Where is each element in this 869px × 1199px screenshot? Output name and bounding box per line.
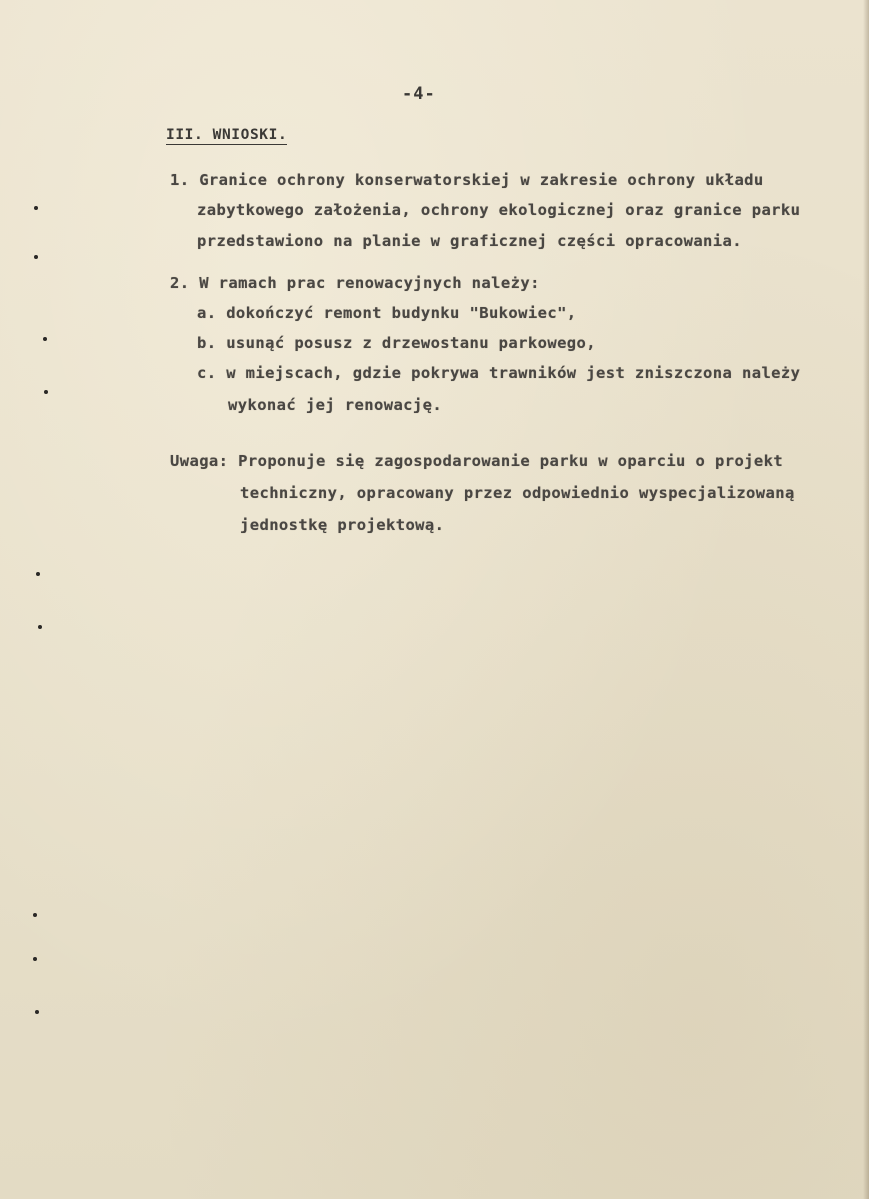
note-line1: Uwaga: Proponuje się zagospodarowanie parku w oparciu o projekt [170, 452, 784, 470]
punch-hole-mark [36, 572, 40, 576]
punch-hole-mark [34, 255, 38, 259]
punch-hole-mark [43, 337, 47, 341]
page-number: -4- [402, 84, 436, 104]
punch-hole-mark [35, 1010, 39, 1014]
point1-line2: zabytkowego założenia, ochrony ekologicznej oraz granice parku [197, 201, 801, 219]
point2-intro: 2. W ramach prac renowacyjnych należy: [170, 274, 540, 292]
point2-item-b: b. usunąć posusz z drzewostanu parkowego, [197, 334, 597, 352]
point1-line3: przedstawiono na planie w graficznej części opracowania. [197, 232, 742, 250]
punch-hole-mark [44, 390, 48, 394]
point2-item-a: a. dokończyć remont budynku "Bukowiec", [197, 304, 577, 322]
punch-hole-mark [33, 957, 37, 961]
page-edge-shadow [863, 0, 869, 1199]
note-line3: jednostkę projektową. [240, 516, 445, 534]
note-line2: techniczny, opracowany przez odpowiednio wyspecjalizowaną [240, 484, 795, 502]
point1-line1: 1. Granice ochrony konserwatorskiej w zakresie ochrony układu [170, 171, 764, 189]
section-heading: III. WNIOSKI. [166, 127, 288, 143]
point2-item-c-line1: c. w miejscach, gdzie pokrywa trawników jest zniszczona należy [197, 364, 801, 382]
punch-hole-mark [38, 625, 42, 629]
punch-hole-mark [34, 206, 38, 210]
point2-item-c-line2: wykonać jej renowację. [228, 396, 443, 414]
punch-hole-mark [33, 913, 37, 917]
